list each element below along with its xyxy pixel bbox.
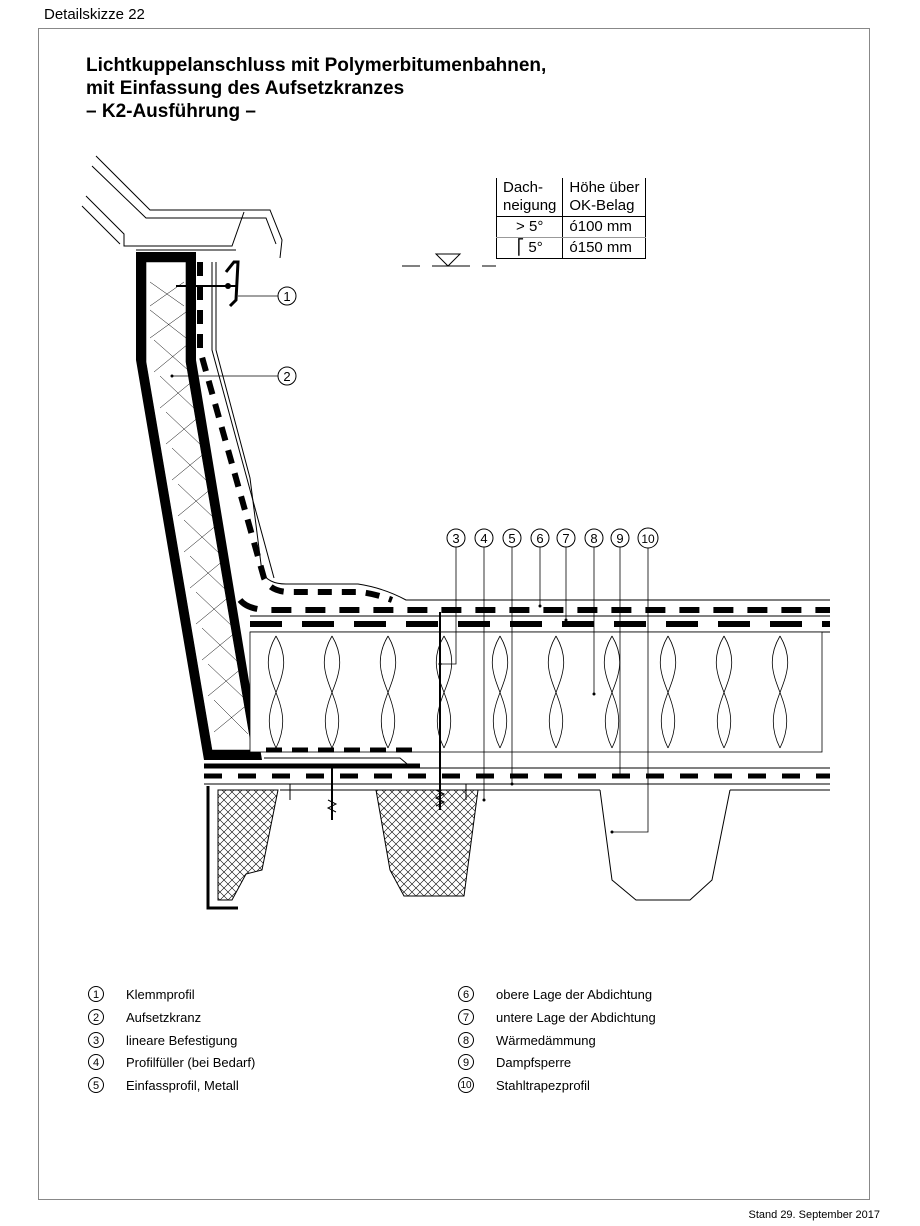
callout-2 <box>278 367 296 385</box>
svg-text:5: 5 <box>508 531 516 546</box>
callout-bubbles <box>278 287 658 548</box>
svg-text:9: 9 <box>616 531 624 546</box>
svg-text:6: 6 <box>536 531 544 546</box>
callout-9 <box>611 529 629 547</box>
trapezoidal-deck <box>208 786 830 908</box>
skylight-dome <box>82 156 282 258</box>
svg-text:4: 4 <box>480 531 488 546</box>
water-level-symbol <box>402 254 496 266</box>
slope-cell: > 5° <box>497 217 563 238</box>
height-cell: ó100 mm <box>563 217 646 238</box>
callout-1 <box>278 287 296 305</box>
upstand-waterproofing <box>200 262 830 632</box>
callout-6 <box>531 529 549 547</box>
title-line-1: Lichtkuppelanschluss mit Polymerbitumenbahnen, <box>86 55 547 76</box>
svg-text:1: 1 <box>283 289 291 304</box>
callout-10 <box>638 528 658 548</box>
slope-header: Dach- neigung <box>497 178 563 217</box>
height-header: Höhe über OK-Belag <box>563 178 646 217</box>
svg-text:7: 7 <box>562 531 570 546</box>
slope-cell: ⎡ 5° <box>497 238 563 259</box>
footer-date: Stand 29. September 2017 <box>748 1209 880 1221</box>
title-line-2: mit Einfassung des Aufsetzkranzes <box>86 78 405 99</box>
callout-7 <box>557 529 575 547</box>
callout-8 <box>585 529 603 547</box>
title-line-3: – K2-Ausführung – <box>86 101 256 122</box>
svg-text:2: 2 <box>283 369 291 384</box>
svg-text:3: 3 <box>452 531 460 546</box>
callout-3 <box>447 529 465 547</box>
thermal-insulation <box>250 632 822 752</box>
callout-4 <box>475 529 493 547</box>
svg-text:8: 8 <box>590 531 598 546</box>
callout-5 <box>503 529 521 547</box>
vapour-barrier <box>204 750 830 784</box>
sheet-label: Detailskizze 22 <box>44 6 145 23</box>
height-cell: ó150 mm <box>563 238 646 259</box>
svg-text:10: 10 <box>641 532 655 546</box>
